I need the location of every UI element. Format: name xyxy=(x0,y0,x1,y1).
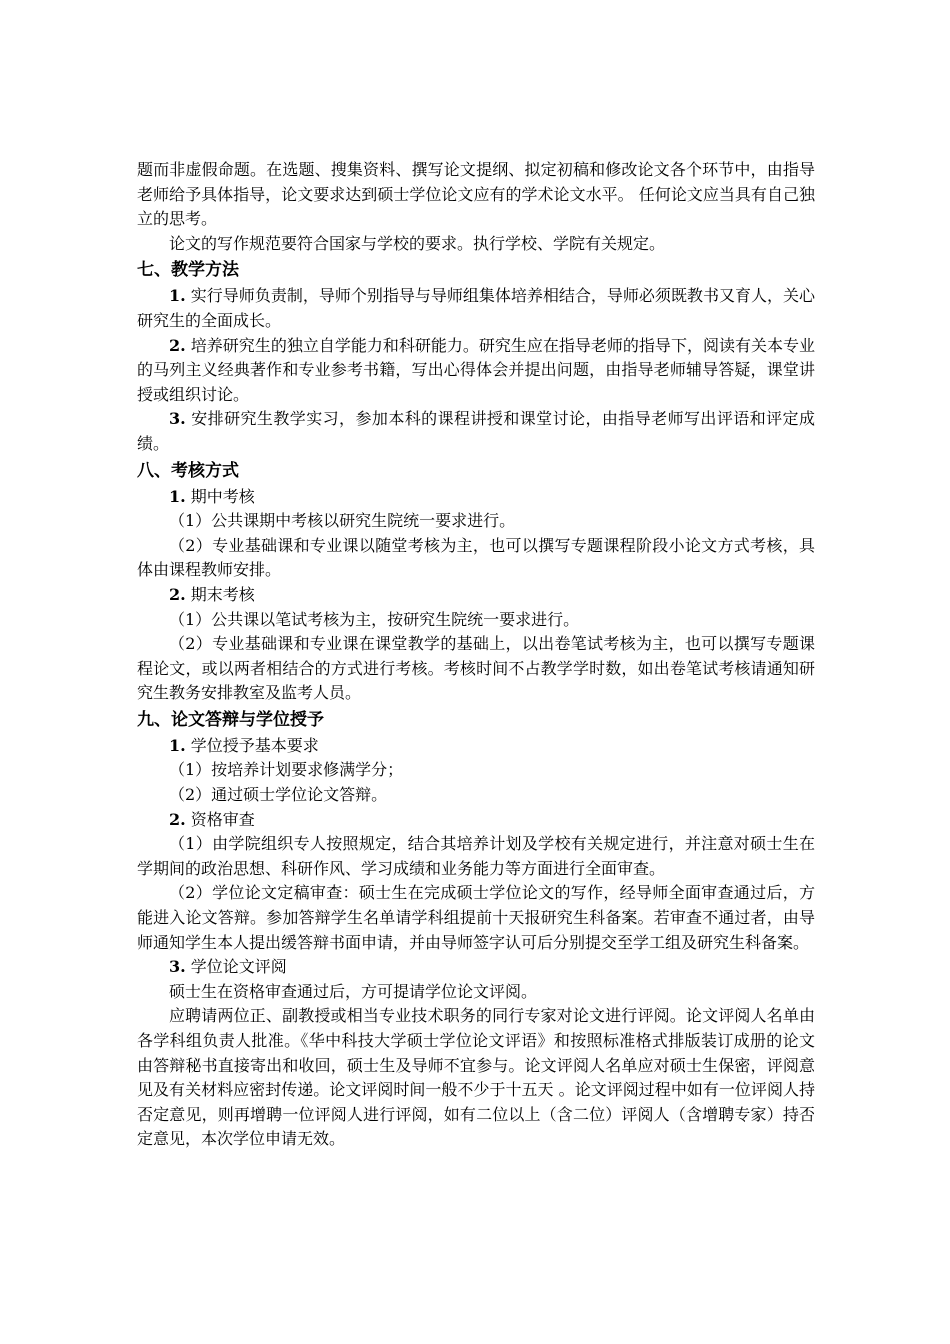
paragraph-text: 培养研究生的独立自学能力和科研能力。研究生应在指导老师的指导下，阅读有关本专业的马列主义经典著作和专业参考书籍，写出心得体会并提出问题，由指导老师辅导答疑，课堂讲授或组织讨论。 xyxy=(137,335,815,404)
paragraph xyxy=(137,808,815,833)
paragraph-text: 期中考核 xyxy=(190,486,255,506)
paragraph: （2）学位论文定稿审查：硕士生在完成硕士学位论文的写作，经导师全面审查通过后，方能进入论文答辩。参加答辩学生名单请学科组提前十天报研究生科备案。若审查不通过者，由导师通知学生本人提出缓答辩书面申请，并由导师签字认可后分别提交至学工组及研究生科备案。 xyxy=(137,883,815,952)
paragraph-text: 安排研究生教学实习，参加本科的课程讲授和课堂讨论，由指导老师写出评语和评定成绩。 xyxy=(137,409,815,453)
paragraph: 应聘请两位正、副教授或相当专业技术职务的同行专家对论文进行评阅。论文评阅人名单由各学科组负责人批准。《华中科技大学硕士学位论文评语》和按照标准格式排版装订成册的论文由答辩秘书直接寄出和收回，硕士生及导师不宜参与。论文评阅人名单应对硕士生保密，评阅意见及有关材料应密封传递。论文评阅时间一般不少于十五天 。论文评阅过程中如有一位评阅人持否定意见，则再增聘一位评阅人进行评阅，如有二位以上（含二位）评阅人（含增聘专家）持否定意见，本次学位申请无效。 xyxy=(137,1006,815,1149)
paragraph: 论文的写作规范要符合国家与学校的要求。执行学校、学院有关规定。 xyxy=(169,233,666,253)
section-heading: 七、教学方法 xyxy=(137,260,239,281)
document-page xyxy=(137,158,815,1152)
paragraph-text: 期末考核 xyxy=(190,584,255,604)
paragraph xyxy=(137,955,815,980)
paragraph-text: 学位授予基本要求 xyxy=(190,735,319,755)
section-heading: 八、考核方式 xyxy=(137,460,239,481)
paragraph: 硕士生在资格审查通过后，方可提请学位论文评阅。 xyxy=(169,981,538,1001)
paragraph: （1）公共课期中考核以研究生院统一要求进行。 xyxy=(169,511,516,531)
paragraph xyxy=(137,407,815,456)
paragraph xyxy=(137,583,815,608)
paragraph-text: 学位论文评阅 xyxy=(190,957,287,977)
paragraph xyxy=(137,334,815,408)
paragraph xyxy=(137,734,815,759)
paragraph: （1）按培养计划要求修满学分； xyxy=(169,760,404,780)
section-heading: 九、论文答辩与学位授予 xyxy=(137,709,324,730)
item-number: 3. xyxy=(169,957,186,977)
paragraph: （2）专业基础课和专业课在课堂教学的基础上，以出卷笔试考核为主，也可以撰写专题课程论文，或以两者相结合的方式进行考核。考核时间不占教学学时数，如出卷笔试考核请通知研究生教务安排教室及监考人员。 xyxy=(137,634,815,703)
item-number: 1. xyxy=(169,735,186,755)
item-number: 2. xyxy=(169,584,186,604)
item-number: 2. xyxy=(169,809,186,829)
paragraph: （2）通过硕士学位论文答辩。 xyxy=(169,785,388,805)
item-number: 2. xyxy=(169,335,186,355)
item-number: 1. xyxy=(169,486,186,506)
paragraph: 题而非虚假命题。在选题、搜集资料、撰写论文提纲、拟定初稿和修改论文各个环节中，由指导老师给予具体指导，论文要求达到硕士学位论文应有的学术论文水平。 任何论文应当具有自己独立的思考。 xyxy=(137,160,815,229)
paragraph: （2）专业基础课和专业课以随堂考核为主，也可以撰写专题课程阶段小论文方式考核，具体由课程教师安排。 xyxy=(137,535,815,580)
item-number: 1. xyxy=(169,286,186,306)
paragraph xyxy=(137,485,815,510)
paragraph: （1）公共课以笔试考核为主，按研究生院统一要求进行。 xyxy=(169,609,580,629)
paragraph-text: 资格审查 xyxy=(190,809,255,829)
item-number: 3. xyxy=(169,409,186,429)
paragraph-text: 实行导师负责制，导师个别指导与导师组集体培养相结合，导师必须既教书又育人，关心研究生的全面成长。 xyxy=(137,286,815,330)
paragraph xyxy=(137,284,815,333)
paragraph: （1）由学院组织专人按照规定，结合其培养计划及学校有关规定进行，并注意对硕士生在学期间的政治思想、科研作风、学习成绩和业务能力等方面进行全面审查。 xyxy=(137,834,815,878)
